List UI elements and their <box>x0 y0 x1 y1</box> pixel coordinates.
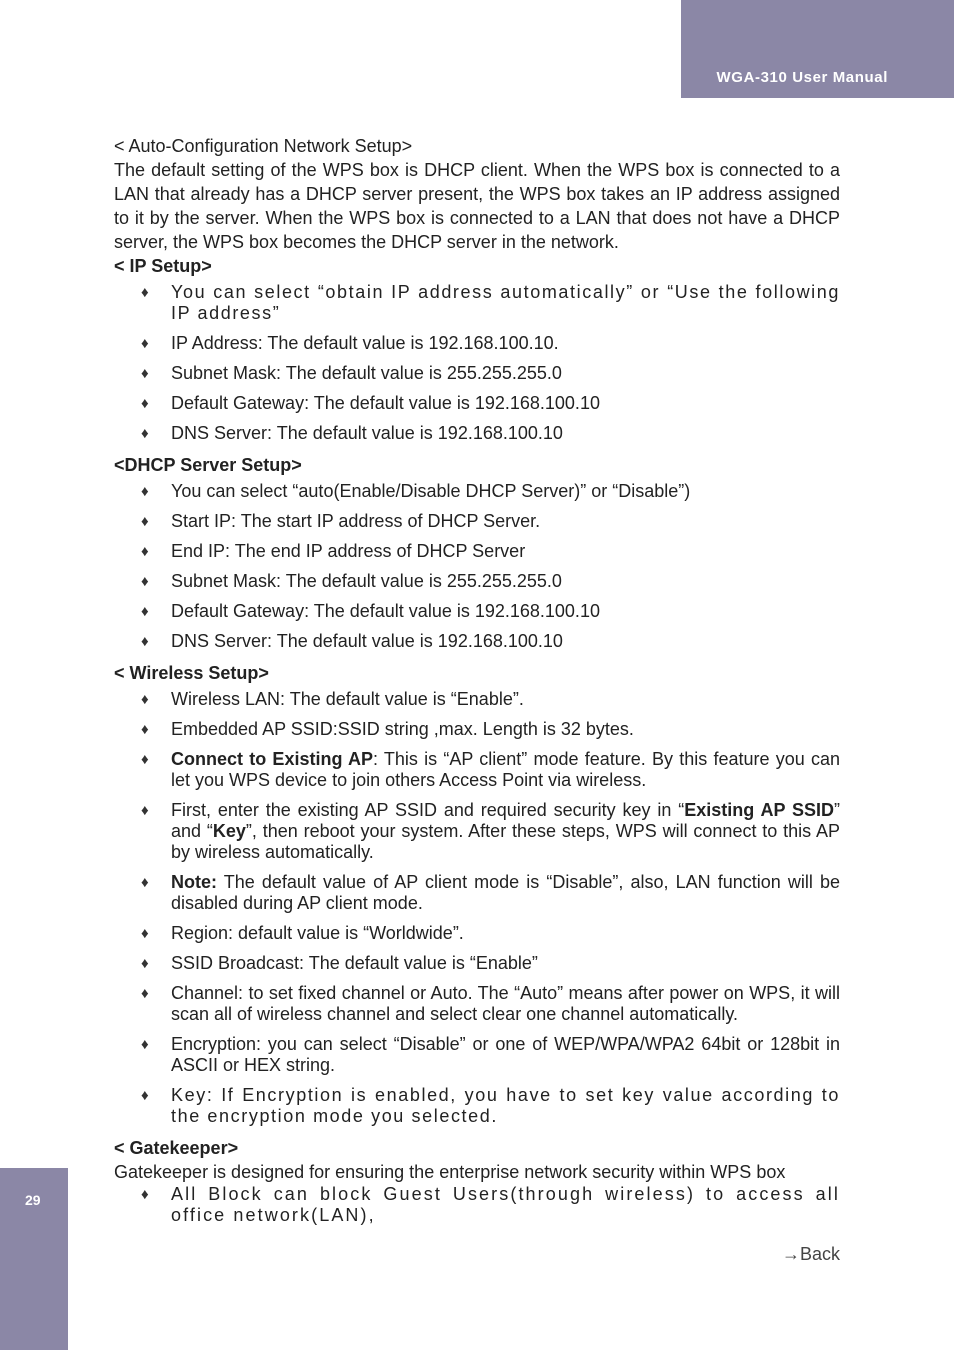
diamond-bullet-icon: ♦ <box>141 633 149 650</box>
list-item: ♦ Embedded AP SSID:SSID string ,max. Length is 32 bytes. <box>141 719 634 739</box>
list-item: ♦ Region: default value is “Worldwide”. <box>141 923 464 943</box>
wireless-setup-list <box>114 689 840 1127</box>
list-item: ♦ Subnet Mask: The default value is 255.255.255.0 <box>141 571 562 591</box>
gatekeeper-heading: < Gatekeeper> <box>114 1138 239 1158</box>
list-item: ♦ You can select “obtain IP address automatically” or “Use the following IP address” <box>141 282 840 323</box>
auto-config-heading: < Auto-Configuration Network Setup> <box>114 136 413 156</box>
list-item: ♦ Connect to Existing AP: This is “AP client” mode feature. By this feature you can let you WPS device to join others Access Point via wireless. <box>141 749 840 790</box>
list-item: ♦ IP Address: The default value is 192.168.100.10. <box>141 333 559 353</box>
diamond-bullet-icon: ♦ <box>141 573 149 590</box>
page-number: 29 <box>25 1192 41 1208</box>
auto-config-body: The default setting of the WPS box is DHCP client. When the WPS box is connected to a LAN that already has a DHCP server present, the WPS box takes an IP address assigned to it by the server. When the WPS box is connected to a LAN that does not have a DHCP server, the WPS box becomes the DHCP server in the network. <box>114 160 840 252</box>
diamond-bullet-icon: ♦ <box>141 874 149 891</box>
list-item: ♦ DNS Server: The default value is 192.168.100.10 <box>141 423 563 443</box>
gatekeeper-body: Gatekeeper is designed for ensuring the enterprise network security within WPS box <box>114 1162 786 1182</box>
list-item: ♦ All Block can block Guest Users(through wireless) to access all office network(LAN), <box>141 1184 840 1225</box>
diamond-bullet-icon: ♦ <box>141 513 149 530</box>
diamond-bullet-icon: ♦ <box>141 335 149 352</box>
back-link[interactable]: →Back <box>781 1244 840 1264</box>
header-band <box>681 0 954 98</box>
diamond-bullet-icon: ♦ <box>141 955 149 972</box>
list-item: ♦ Start IP: The start IP address of DHCP Server. <box>141 511 541 531</box>
list-item: ♦ Default Gateway: The default value is 192.168.100.10 <box>141 601 600 621</box>
list-item: ♦ End IP: The end IP address of DHCP Server <box>141 541 526 561</box>
ip-setup-heading: < IP Setup> <box>114 256 212 276</box>
page-content <box>114 134 840 1235</box>
list-item: ♦ Subnet Mask: The default value is 255.255.255.0 <box>141 363 562 383</box>
diamond-bullet-icon: ♦ <box>141 1186 151 1203</box>
list-item: ♦ First, enter the existing AP SSID and required security key in “Existing AP SSID” and “Key”, then reboot your system. After these steps, WPS will connect to this AP by wireless automatically. <box>141 800 841 862</box>
list-item: ♦ Default Gateway: The default value is 192.168.100.10 <box>141 393 600 413</box>
diamond-bullet-icon: ♦ <box>141 603 149 620</box>
gatekeeper-list <box>114 1184 840 1226</box>
ip-setup-list <box>114 282 840 444</box>
list-item: ♦ Encryption: you can select “Disable” or one of WEP/WPA/WPA2 64bit or 128bit in ASCII or HEX string. <box>141 1034 840 1075</box>
list-item: ♦ DNS Server: The default value is 192.168.100.10 <box>141 631 563 651</box>
manual-title: WGA-310 User Manual <box>716 69 888 86</box>
list-item: ♦ You can select “auto(Enable/Disable DHCP Server)” or “Disable”) <box>141 481 691 501</box>
dhcp-setup-heading: <DHCP Server Setup> <box>114 455 302 475</box>
diamond-bullet-icon: ♦ <box>141 721 149 738</box>
diamond-bullet-icon: ♦ <box>141 1087 151 1104</box>
diamond-bullet-icon: ♦ <box>141 1036 149 1053</box>
list-item: ♦ Wireless LAN: The default value is “Enable”. <box>141 689 524 709</box>
diamond-bullet-icon: ♦ <box>141 425 149 442</box>
diamond-bullet-icon: ♦ <box>141 925 149 942</box>
diamond-bullet-icon: ♦ <box>141 284 151 301</box>
list-item: ♦ Channel: to set fixed channel or Auto. The “Auto” means after power on WPS, it will scan all of wireless channel and select clear one channel automatically. <box>141 983 840 1024</box>
list-item: ♦ Note: The default value of AP client mode is “Disable”, also, LAN function will be disabled during AP client mode. <box>141 872 840 913</box>
diamond-bullet-icon: ♦ <box>141 802 149 819</box>
diamond-bullet-icon: ♦ <box>141 543 149 560</box>
diamond-bullet-icon: ♦ <box>141 395 149 412</box>
diamond-bullet-icon: ♦ <box>141 691 149 708</box>
list-item: ♦ SSID Broadcast: The default value is “Enable” <box>141 953 538 973</box>
diamond-bullet-icon: ♦ <box>141 751 149 768</box>
list-item: ♦ Key: If Encryption is enabled, you have to set key value according to the encryption mode you selected. <box>141 1085 840 1126</box>
dhcp-setup-list <box>114 481 840 652</box>
diamond-bullet-icon: ♦ <box>141 985 149 1002</box>
diamond-bullet-icon: ♦ <box>141 365 149 382</box>
page-number-band <box>0 1168 68 1350</box>
wireless-setup-heading: < Wireless Setup> <box>114 663 269 683</box>
diamond-bullet-icon: ♦ <box>141 483 149 500</box>
